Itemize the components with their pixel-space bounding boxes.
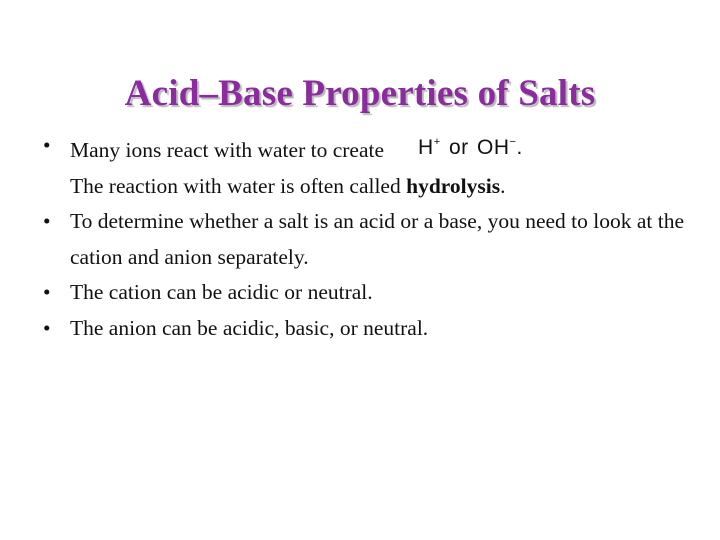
- bullet-text: The anion can be acidic, basic, or neutral.: [70, 315, 429, 340]
- formula-or-word: or: [448, 136, 469, 159]
- hydrogen-ion-symbol: H: [418, 136, 434, 159]
- term-suffix: .: [500, 173, 506, 198]
- bullet-item-hydrolysis: [0, 128, 720, 204]
- slide-title: Acid–Base Properties of Salts: [124, 73, 596, 114]
- hydrogen-ion-charge: +: [433, 136, 441, 148]
- ion-formula: [418, 136, 523, 159]
- bullet-item-determine-salt: [0, 204, 720, 275]
- hydroxide-ion-symbol: OH: [477, 136, 510, 159]
- bullet-item-cation: [0, 275, 720, 311]
- bullet-marker: •: [43, 315, 51, 340]
- hydroxide-ion-charge: −: [509, 136, 517, 148]
- bullet-text: To determine whether a salt is an acid or a base, you need to look at the cation and anion separately.: [70, 209, 685, 269]
- bullet-text: Many ions react with water to create: [70, 138, 385, 162]
- bullet-list: [0, 128, 720, 346]
- bullet-marker: •: [43, 133, 51, 157]
- hydrolysis-term: hydrolysis: [406, 173, 501, 198]
- bullet-item-anion: [0, 311, 720, 347]
- bullet-marker: •: [43, 280, 51, 304]
- bullet-text: The cation can be acidic or neutral.: [70, 280, 373, 304]
- bullet-continuation-text: The reaction with water is often called: [70, 173, 407, 198]
- bullet-marker: •: [43, 209, 51, 233]
- formula-period: .: [516, 136, 523, 159]
